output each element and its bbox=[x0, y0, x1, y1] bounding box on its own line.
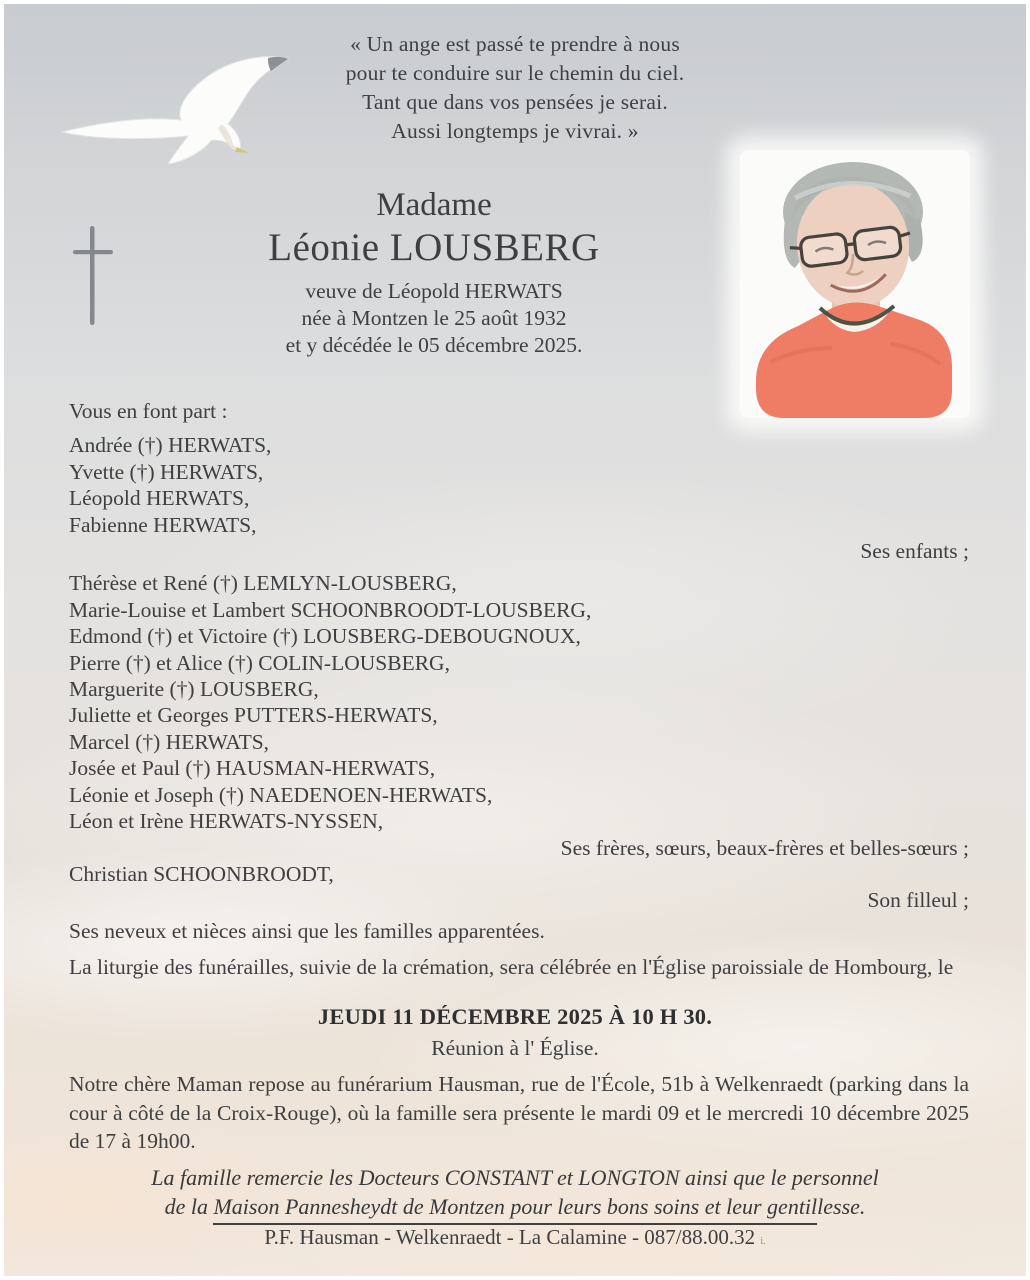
visitation-paragraph: Notre chère Maman repose au funérarium Hausman, rue de l'École, 51b à Welkenraedt (parking dans la cour à côté de la Croix-Rouge), où la famille sera présente le mardi 09 et le mercredi 10 décembre 2025 de 17 à 19h00. bbox=[69, 1072, 969, 1154]
announcement-intro: Vous en font part : bbox=[69, 399, 228, 423]
thanks-block bbox=[4, 1164, 1026, 1225]
portrait-photo bbox=[740, 150, 970, 418]
children-label: Ses enfants ; bbox=[860, 539, 969, 564]
godson-label: Son filleul ; bbox=[867, 888, 969, 913]
child-name-line: Yvette (†) HERWATS, bbox=[69, 459, 264, 484]
deceased-header bbox=[64, 186, 804, 359]
announcement-body bbox=[69, 398, 969, 981]
sibling-name-line: Marie-Louise et Lambert SCHOONBROODT-LOUSBERG, bbox=[69, 597, 592, 622]
sibling-name-line: Pierre (†) et Alice (†) COLIN-LOUSBERG, bbox=[69, 650, 450, 675]
ceremony-meeting-line: Réunion à l' Église. bbox=[431, 1036, 599, 1060]
liturgy-line: La liturgie des funérailles, suivie de la crémation, sera célébrée en l'Église paroissiale de Hombourg, le bbox=[69, 955, 954, 980]
child-name-line: Léopold HERWATS, bbox=[69, 486, 250, 511]
verse-line: Tant que dans vos pensées je serai. bbox=[362, 90, 668, 114]
sibling-name-line: Thérèse et René (†) LEMLYN-LOUSBERG, bbox=[69, 571, 457, 596]
child-name-line: Fabienne HERWATS, bbox=[69, 512, 257, 537]
footer-suffix-mark: i. bbox=[760, 1236, 766, 1247]
deceased-title: Madame bbox=[376, 187, 492, 223]
child-name-line: Andrée (†) HERWATS, bbox=[69, 433, 272, 458]
widow-line: veuve de Léopold HERWATS bbox=[305, 279, 563, 303]
sibling-name-line: Léon et Irène HERWATS-NYSSEN, bbox=[69, 809, 384, 834]
sibling-name-line: Juliette et Georges PUTTERS-HERWATS, bbox=[69, 703, 438, 728]
relatives-line: Ses neveux et nièces ainsi que les familles apparentées. bbox=[69, 918, 545, 943]
sibling-name-line: Josée et Paul (†) HAUSMAN-HERWATS, bbox=[69, 756, 436, 781]
siblings-list bbox=[69, 570, 969, 834]
siblings-label: Ses frères, sœurs, beaux-frères et belles-sœurs ; bbox=[560, 835, 969, 860]
ceremony-block bbox=[4, 1004, 1026, 1061]
thanks-line-1: La famille remercie les Docteurs CONSTANT et LONGTON ainsi que le personnel bbox=[151, 1165, 879, 1190]
deceased-name: Léonie LOUSBERG bbox=[268, 226, 600, 269]
thanks-line-2: de la Maison Pannesheydt de Montzen pour leurs bons soins et leur gentillesse. bbox=[164, 1193, 866, 1219]
godson-name-line: Christian SCHOONBROODT, bbox=[69, 861, 334, 886]
sibling-name-line: Edmond (†) et Victoire (†) LOUSBERG-DEBOUGNOUX, bbox=[69, 624, 581, 649]
sibling-name-line: Marcel (†) HERWATS, bbox=[69, 729, 270, 754]
children-list bbox=[69, 432, 969, 538]
sibling-name-line: Marguerite (†) LOUSBERG, bbox=[69, 677, 319, 702]
funeral-home-footer bbox=[4, 1225, 1026, 1250]
birth-line: née à Montzen le 25 août 1932 bbox=[301, 306, 567, 330]
opening-verse bbox=[4, 30, 1026, 146]
verse-line: Aussi longtemps je vivrai. » bbox=[391, 119, 639, 143]
funeral-home-line: P.F. Hausman - Welkenraedt - La Calamine - 087/88.00.32 bbox=[264, 1225, 756, 1249]
death-line: et y décédée le 05 décembre 2025. bbox=[285, 333, 583, 357]
verse-line: pour te conduire sur le chemin du ciel. bbox=[345, 61, 685, 85]
verse-line: « Un ange est passé te prendre à nous bbox=[350, 32, 680, 56]
sibling-name-line: Léonie et Joseph (†) NAEDENOEN-HERWATS, bbox=[69, 782, 493, 807]
ceremony-date-line: JEUDI 11 DÉCEMBRE 2025 À 10 H 30. bbox=[317, 1004, 713, 1029]
